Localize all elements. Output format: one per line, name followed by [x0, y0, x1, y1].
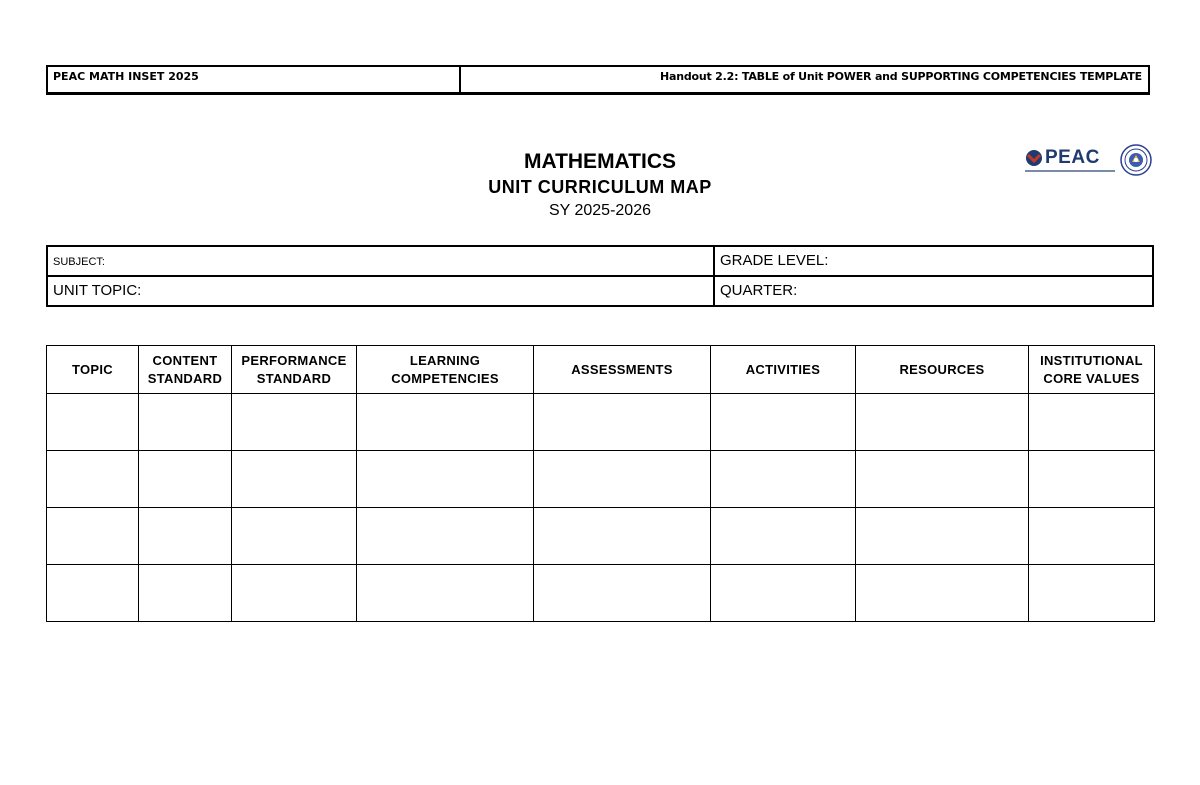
peac-logo	[1025, 145, 1115, 175]
table-cell[interactable]	[711, 565, 856, 622]
table-cell[interactable]	[1029, 508, 1155, 565]
column-header: ASSESSMENTS	[534, 346, 711, 394]
table-cell[interactable]	[139, 565, 232, 622]
table-row	[47, 565, 1155, 622]
table-cell[interactable]	[232, 508, 357, 565]
column-header: ACTIVITIES	[711, 346, 856, 394]
header-event-title: PEAC MATH INSET 2025	[48, 67, 461, 92]
table-cell[interactable]	[139, 394, 232, 451]
table-cell[interactable]	[534, 508, 711, 565]
table-cell[interactable]	[1029, 565, 1155, 622]
table-cell[interactable]	[357, 508, 534, 565]
table-cell[interactable]	[357, 394, 534, 451]
table-cell[interactable]	[1029, 451, 1155, 508]
document-header	[46, 65, 1150, 95]
table-cell[interactable]	[534, 394, 711, 451]
column-header: LEARNING COMPETENCIES	[357, 346, 534, 394]
peac-tagline-line	[1025, 170, 1115, 172]
table-cell[interactable]	[232, 565, 357, 622]
table-cell[interactable]	[856, 394, 1029, 451]
table-cell[interactable]	[139, 508, 232, 565]
column-header: PERFORMANCE STANDARD	[232, 346, 357, 394]
table-cell[interactable]	[711, 451, 856, 508]
table-cell[interactable]	[711, 508, 856, 565]
table-cell[interactable]	[232, 394, 357, 451]
table-cell[interactable]	[534, 565, 711, 622]
table-cell[interactable]	[856, 565, 1029, 622]
table-cell[interactable]	[357, 451, 534, 508]
table-cell[interactable]	[47, 394, 139, 451]
subject-title: MATHEMATICS	[523, 150, 677, 173]
grade-level-label: GRADE LEVEL:	[720, 252, 829, 269]
quarter-label: QUARTER:	[720, 282, 798, 299]
table-cell[interactable]	[711, 394, 856, 451]
table-cell[interactable]	[357, 565, 534, 622]
table-cell[interactable]	[47, 565, 139, 622]
subject-label: SUBJECT:	[53, 256, 105, 268]
quarter-cell[interactable]	[714, 276, 1153, 306]
unit-topic-label: UNIT TOPIC:	[53, 282, 142, 299]
document-title: UNIT CURRICULUM MAP	[488, 177, 712, 197]
unit-info-table	[46, 245, 1154, 307]
table-cell[interactable]	[47, 508, 139, 565]
school-year: SY 2025-2026	[548, 202, 651, 219]
table-header-row	[47, 346, 1155, 394]
peac-mark-icon	[1025, 149, 1043, 167]
grade-level-cell[interactable]	[714, 246, 1153, 276]
unit-topic-cell[interactable]	[47, 276, 714, 306]
table-row	[47, 508, 1155, 565]
table-cell[interactable]	[232, 451, 357, 508]
table-cell[interactable]	[534, 451, 711, 508]
title-block	[400, 150, 800, 222]
table-cell[interactable]	[139, 451, 232, 508]
column-header: RESOURCES	[856, 346, 1029, 394]
deped-seal-icon	[1120, 144, 1152, 176]
column-header: CONTENT STANDARD	[139, 346, 232, 394]
peac-wordmark: PEAC	[1045, 147, 1100, 168]
table-row	[47, 451, 1155, 508]
column-header: INSTITUTIONAL CORE VALUES	[1029, 346, 1155, 394]
subject-cell[interactable]	[47, 246, 714, 276]
table-cell[interactable]	[47, 451, 139, 508]
table-cell[interactable]	[856, 451, 1029, 508]
header-handout-title: Handout 2.2: TABLE of Unit POWER and SUPPORTING COMPETENCIES TEMPLATE	[659, 70, 1142, 83]
table-row	[47, 394, 1155, 451]
curriculum-map-table	[46, 345, 1155, 622]
table-cell[interactable]	[856, 508, 1029, 565]
table-cell[interactable]	[1029, 394, 1155, 451]
column-header: TOPIC	[47, 346, 139, 394]
